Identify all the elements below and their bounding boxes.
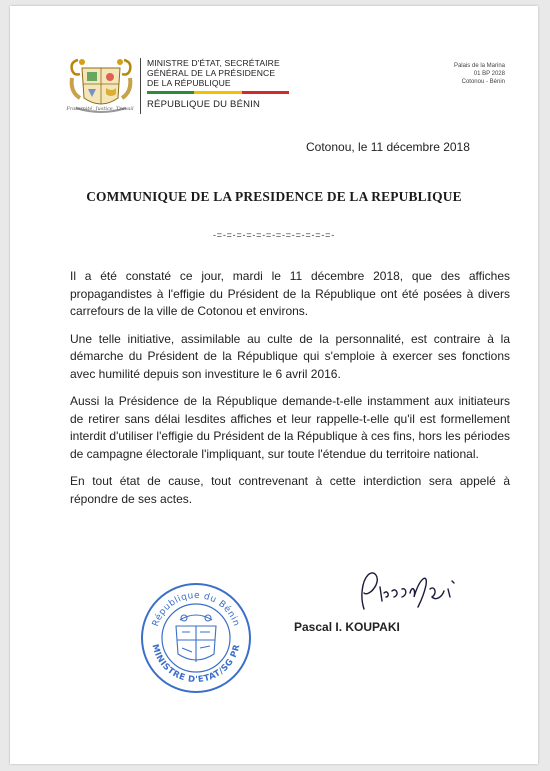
ministry-line: MINISTRE D'ÉTAT, SECRÉTAIRE xyxy=(147,58,280,68)
body-paragraph: Aussi la Présidence de la République demande-t-elle instamment aux initiateurs de retirer sans délai lesdites affiches et leur rappelle-t-elle qu'il est formellement interdit d'utiliser l'effigie du Président de la République à ces fins, hors les périodes de campagne électorale l'impliquant, sur toute l'étendue du territoire national. xyxy=(70,394,510,461)
address-line: 01 BP 2028 xyxy=(473,71,505,77)
office-address xyxy=(454,62,505,86)
ministry-line: GÉNÉRAL DE LA PRÉSIDENCE xyxy=(147,68,276,78)
header-divider xyxy=(140,58,141,114)
body-paragraph: Une telle initiative, assimilable au culte de la personnalité, est contraire à la démarche du Président de la République qui s'emploie à exercer ses fonctions avec humilité depuis son investiture le 6 avril 2016. xyxy=(70,331,510,381)
ministry-name xyxy=(147,58,280,88)
communique-body xyxy=(70,268,510,518)
signer-name: Pascal I. KOUPAKI xyxy=(294,620,400,634)
document-title: COMMUNIQUE DE LA PRESIDENCE DE LA REPUBLIQUE xyxy=(86,189,462,204)
flag-stripe xyxy=(147,91,289,94)
emblem-motto: Fraternité, Justice, Travail xyxy=(66,106,134,112)
svg-text:République du Bénin xyxy=(151,591,241,628)
body-paragraph: Il a été constaté ce jour, mardi le 11 décembre 2018, que des affiches propagandistes à l'effigie du Président de la République ont été posées à divers carrefours de la ville de Cotonou et environs. xyxy=(70,269,510,318)
handwritten-signature xyxy=(350,567,470,619)
address-line: Palais de la Marina xyxy=(453,63,505,69)
stamp-top-text: République du Bénin xyxy=(150,590,242,628)
flag-stripe-red xyxy=(242,91,289,94)
title-separator: -=-=-=-=-=-=-=-=-=-=-=-=- xyxy=(212,230,336,240)
date-line: Cotonou, le 11 décembre 2018 xyxy=(306,140,470,154)
document-page xyxy=(10,6,538,764)
address-line: Cotonou - Bénin xyxy=(461,79,505,85)
stamp-bottom-text: MINISTRE D'ETAT/SG PR xyxy=(149,643,243,686)
republic-name: RÉPUBLIQUE DU BÉNIN xyxy=(147,99,261,110)
body-paragraph: En tout état de cause, tout contrevenant à cette interdiction sera appelé à répondre de ses actes. xyxy=(70,474,510,506)
ministry-line: DE LA RÉPUBLIQUE xyxy=(147,78,231,88)
flag-stripe-green xyxy=(147,91,194,94)
official-stamp-icon xyxy=(138,580,254,696)
flag-stripe-yellow xyxy=(194,91,241,94)
